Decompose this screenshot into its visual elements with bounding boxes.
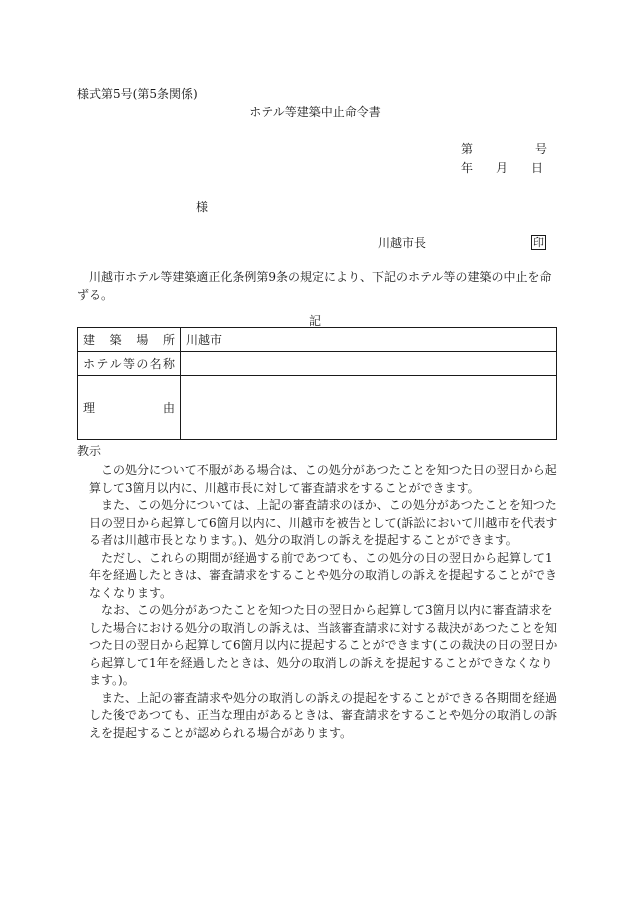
notes-body (89, 462, 559, 742)
label-hotel-name (78, 352, 181, 376)
number-prefix: 第 (461, 142, 474, 156)
notes-paragraph: また、この処分については、上記の審査請求のほか、この処分があつたことを知つた日の翌日から起算して6箇月以内に、川越市を被告として(訴訟において川越市を代表する者は川越市長となります。)、処分の取消しの訴えを提起することができます。 (89, 498, 558, 547)
year-label: 年 (461, 161, 474, 175)
date-line (461, 161, 543, 176)
value-building-site: 川越市 (181, 328, 557, 352)
month-label: 月 (496, 161, 509, 175)
number-suffix: 号 (535, 142, 548, 156)
value-hotel-name (181, 352, 557, 376)
notes-paragraph: この処分について不服がある場合は、この処分があつたことを知つた日の翌日から起算して3箇月以内に、川越市長に対して審査請求をすることができます。 (89, 463, 557, 495)
issuer-name: 川越市長 (378, 236, 427, 250)
notes-paragraph: ただし、これらの期間が経過する前であつても、この処分の日の翌日から起算して1年を経過したときは、審査請求をすることや処分の取消しの訴えを提起することができなくなります。 (89, 550, 558, 600)
table-row (78, 352, 557, 376)
label-reason-chars: 理 由 (83, 401, 175, 415)
notes-heading: 教示 (77, 444, 102, 458)
addressee-honorific: 様 (196, 200, 209, 214)
document-title: ホテル等建築中止命令書 (249, 105, 381, 119)
form-number-label: 様式第5号(第5条関係) (77, 87, 198, 101)
table-row (78, 376, 557, 440)
order-body-text: 川越市ホテル等建築適正化条例第9条の規定により、下記のホテル等の建築の中止を命ずる。 (77, 270, 552, 302)
document-number-line (461, 142, 547, 157)
value-reason (181, 376, 557, 440)
notes-paragraph: また、上記の審査請求や処分の取消しの訴えの提起をすることができる各期間を経過した後であつても、正当な理由があるときは、審査請求をすることや処分の取消しの訴えを提起することが認められる場合があります。 (89, 690, 558, 740)
label-building-site-chars: 建 築 場 所 (83, 333, 175, 347)
table-row (78, 328, 557, 352)
seal-mark: 印 (533, 236, 544, 249)
ki-heading: 記 (308, 314, 321, 328)
label-building-site (78, 328, 181, 352)
order-body (77, 268, 559, 304)
notes-paragraph: なお、この処分があつたことを知つた日の翌日から起算して3箇月以内に審査請求をした場合における処分の取消しの訴えは、当該審査請求に対する裁決があつたことを知つた日の翌日から起算して6箇月以内に提起することができます(この裁決の日の翌日から起算して1年を経過したときは、処分の取消しの訴えを提起することができなくなります。)。 (89, 603, 558, 687)
label-reason (78, 376, 181, 440)
label-hotel-name-chars: ホ テ ル 等 の 名 称 (83, 357, 175, 371)
day-label: 日 (531, 161, 544, 175)
details-table (77, 327, 557, 440)
